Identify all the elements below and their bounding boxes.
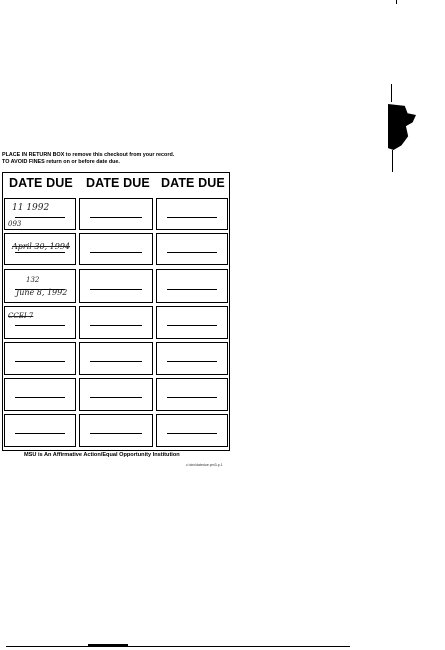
- date-due-box: [4, 269, 76, 303]
- instruction-1-lead: PLACE IN RETURN BOX: [2, 152, 65, 158]
- date-due-line: [90, 361, 142, 362]
- column-header-1: DATE DUE: [9, 176, 73, 190]
- bottom-rule-mark: [88, 644, 128, 647]
- handwritten-row4-date: CCEI 7: [8, 312, 34, 320]
- date-due-box: [79, 378, 153, 411]
- instruction-line-2: [2, 159, 242, 166]
- date-due-line: [167, 252, 217, 253]
- date-due-line: [167, 397, 217, 398]
- date-due-line: [15, 361, 65, 362]
- handwritten-row3-date: June 8, 1992: [16, 288, 68, 297]
- date-due-box: [4, 306, 76, 339]
- date-due-box: [4, 378, 76, 411]
- scan-ink-blot: [388, 104, 416, 150]
- date-due-line: [167, 289, 217, 290]
- instruction-2-lead: TO AVOID FINES: [2, 159, 45, 165]
- date-due-box: [79, 414, 153, 447]
- footer-statement: MSU is An Affirmative Action/Equal Opportunity Institution: [24, 452, 180, 458]
- date-due-box: [79, 198, 153, 230]
- handwritten-row3-code: 132: [26, 276, 40, 284]
- date-due-line: [15, 433, 65, 434]
- date-due-box: [156, 233, 228, 265]
- date-due-line: [90, 433, 142, 434]
- date-due-line: [90, 325, 142, 326]
- instruction-line-1: [2, 152, 242, 159]
- instruction-2-rest: return on or before date due.: [46, 159, 120, 165]
- bottom-rule: [6, 646, 350, 647]
- date-due-line: [15, 217, 65, 218]
- date-due-line: [167, 217, 217, 218]
- date-due-box: [79, 306, 153, 339]
- form-code: c:\circ\datedue.pm3-p.1: [186, 463, 223, 467]
- scan-mark-top: [396, 0, 397, 4]
- date-due-box: [156, 198, 228, 230]
- date-due-box: [4, 414, 76, 447]
- date-due-box: [79, 342, 153, 375]
- date-due-box: [156, 378, 228, 411]
- date-due-box: [156, 269, 228, 303]
- handwritten-row1-code: 093: [8, 220, 22, 228]
- instruction-1-rest: to remove this checkout from your record.: [65, 152, 175, 158]
- return-instructions: [2, 152, 242, 166]
- date-due-line: [15, 397, 65, 398]
- column-header-3: DATE DUE: [161, 176, 225, 190]
- date-due-box: [156, 414, 228, 447]
- date-due-line: [15, 252, 65, 253]
- handwritten-row1-date: 11 1992: [12, 203, 50, 213]
- handwritten-row2-date: April 30, 1994: [12, 242, 71, 251]
- date-due-line: [90, 289, 142, 290]
- scan-mark-lower: [392, 150, 393, 172]
- date-due-line: [15, 325, 65, 326]
- scan-mark-upper: [391, 84, 392, 102]
- date-due-line: [167, 433, 217, 434]
- date-due-line: [90, 397, 142, 398]
- date-due-line: [167, 325, 217, 326]
- date-due-line: [90, 252, 142, 253]
- date-due-box: [4, 342, 76, 375]
- column-header-2: DATE DUE: [86, 176, 150, 190]
- date-due-box: [156, 306, 228, 339]
- date-due-box: [156, 342, 228, 375]
- date-due-line: [90, 217, 142, 218]
- date-due-line: [167, 361, 217, 362]
- date-due-box: [79, 269, 153, 303]
- date-due-box: [79, 233, 153, 265]
